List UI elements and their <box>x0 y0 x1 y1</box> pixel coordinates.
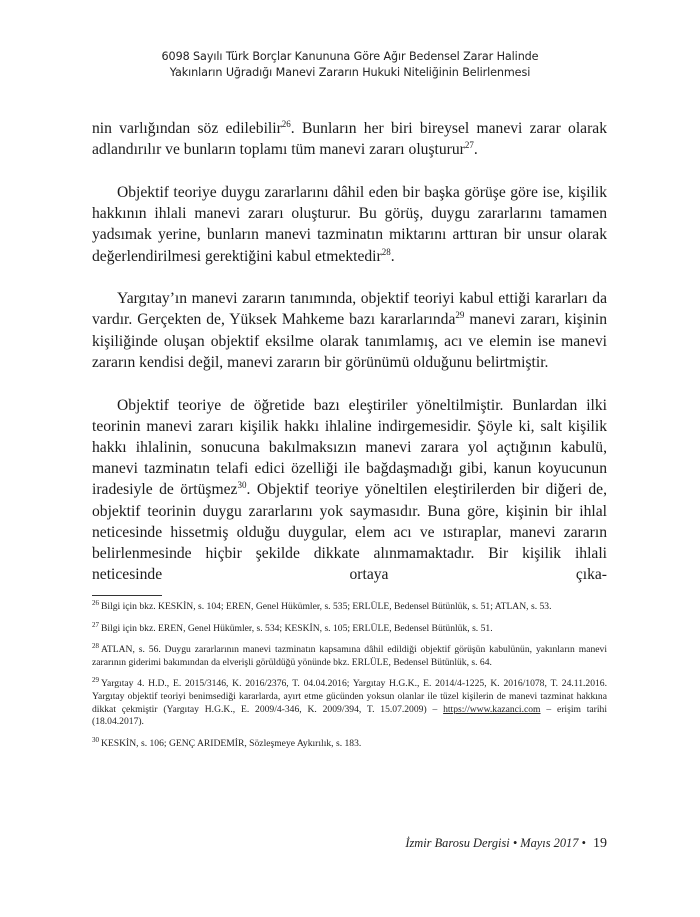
running-header-line-1: 6098 Sayılı Türk Borçlar Kanununa Göre Ağır Bedensel Zarar Halinde <box>161 50 539 63</box>
footnote-text: ATLAN, s. 56. Duygu zararlarının manevi tazminatın kapsamına dâhil edildiği objektif görüşün kabulünün, yakınların manevi zararının giderimi bakımından da elverişli görüldüğü yönünde bkz. ERLÜLE, Bedensel Bütünlük, s. 64. <box>92 644 607 668</box>
kazanci-link[interactable]: https://www.kazanci.com <box>443 703 541 715</box>
journal-name: İzmir Barosu Dergisi • Mayıs 2017 • <box>405 836 586 850</box>
paragraph-1 <box>92 118 607 160</box>
footnote-ref-29: 29 <box>455 310 465 321</box>
footnotes <box>92 601 607 759</box>
paragraph-1-text-b: . Bunların her biri bireysel manevi zarar olarak adlandırılır ve bunların toplamı tüm manevi zararı oluşturur <box>92 120 607 159</box>
paragraph-4-text-b: . Objektif teoriye yöneltilen eleştirilerden bir diğeri de, objektif teorinin duygu zararlarını yok saymasıdır. Buna göre, kişinin bir ihlal neticesinde hissetmiş olduğu duygular, elem acı ve ıstıraplar, manevi zararın belirlenmesinde hiçbir şekilde dikkate alınmamaktadır. Bir kişilik ihlali neticesinde ortaya çıka- <box>92 481 608 584</box>
footnote-27 <box>92 620 607 636</box>
footnote-number: 27 <box>92 620 99 629</box>
footnote-ref-27: 27 <box>464 140 474 151</box>
footnote-26 <box>92 601 607 614</box>
page-footer <box>0 836 607 852</box>
footnote-ref-30: 30 <box>237 480 247 491</box>
footnote-30 <box>92 735 607 751</box>
footnote-ref-26: 26 <box>281 119 291 129</box>
footnote-number: 26 <box>92 599 99 607</box>
page-number: 19 <box>593 836 607 851</box>
footnote-number: 30 <box>92 735 99 744</box>
paragraph-4-text-a: Objektif teoriye de öğretide bazı eleştiriler yöneltilmiştir. Bunlardan ilki teorinin manevi zararı kişilik hakkı ihlaline indirgemesidir. Şöyle ki, salt kişilik hakkı ihlalinin, sonucuna bakılmaksızın manevi zarara yol açtığının kabulü, manevi tazminatın telafi edici özelliği ile bağdaşmadığı gibi, kanun koyucunun iradesiyle de örtüşmez <box>92 396 607 499</box>
footnote-text-continued: – erişim tarihi (18.04.2017). <box>92 703 608 728</box>
running-header-line-2: Yakınların Uğradığı Manevi Zararın Hukuki Niteliğinin Belirlenmesi <box>169 66 531 79</box>
footnote-text: Bilgi için bkz. KESKİN, s. 104; EREN, Genel Hükümler, s. 535; ERLÜLE, Bedensel Bütünlük, s. 51; ATLAN, s. 53. <box>101 601 552 612</box>
footnote-text: Bilgi için bkz. EREN, Genel Hükümler, s. 534; KESKİN, s. 105; ERLÜLE, Bedensel Bütünlük, s. 51. <box>101 622 493 634</box>
footnote-text: KESKİN, s. 106; GENÇ ARIDEMİR, Sözleşmeye Aykırılık, s. 183. <box>101 737 362 749</box>
footnote-ref-28: 28 <box>381 246 391 257</box>
footnote-29 <box>92 678 607 728</box>
footnote-28 <box>92 644 607 669</box>
paragraph-3 <box>92 288 607 373</box>
paragraph-3-text-b: manevi zararı, kişinin kişiliğinde oluşan objektif eksilme olarak tanımlamış, acı ve elemin ise manevi zararın kendisi değil, manevi zararın bir görünümü olduğunu belirtmiştir. <box>92 311 607 371</box>
paragraph-1-text-c: . <box>473 141 478 159</box>
main-body-text <box>92 118 607 585</box>
footnote-separator <box>92 595 162 596</box>
footnote-number: 28 <box>92 642 99 651</box>
footnote-number: 29 <box>92 676 99 685</box>
running-header <box>90 49 610 81</box>
paragraph-2-text-b: . <box>390 247 395 265</box>
paragraph-1-text-a: nin varlığından söz edilebilir <box>92 120 282 137</box>
footnote-text: Yargıtay 4. H.D., E. 2015/3146, K. 2016/2376, T. 04.04.2016; Yargıtay H.G.K., E. 2014/4-1225, K. 2016/1078, T. 24.11.2016. Yargıtay objektif teoriyi benimsediği kararlarda, ayırt etme gücünden yoksun olanlar ile tüzel kişilerin de manevi tazminat hakkına dikkat çekmiştir (Yargıtay H.G.K., E. 2009/4-346, K. 2009/394, T. 15.07.2009) – <box>92 678 607 715</box>
paragraph-3-text-a: Yargıtay’ın manevi zararın tanımında, objektif teoriyi kabul ettiği kararları da vardır. Gerçekten de, Yüksek Mahkeme bazı kararlarında <box>92 290 607 329</box>
paragraph-2 <box>92 182 607 267</box>
paragraph-2-text-a: Objektif teoriye duygu zararlarını dâhil eden bir başka görüşe göre ise, kişilik hakkının ihlali manevi zararı oluşturur. Bu görüş, duygu zararlarını tamamen yadsımak yerine, bunların manevi tazminatın miktarını arttıran bir unsur olarak değerlendirilmesi gerektiğini kabul etmektedir <box>92 183 607 265</box>
paragraph-4 <box>92 395 607 586</box>
